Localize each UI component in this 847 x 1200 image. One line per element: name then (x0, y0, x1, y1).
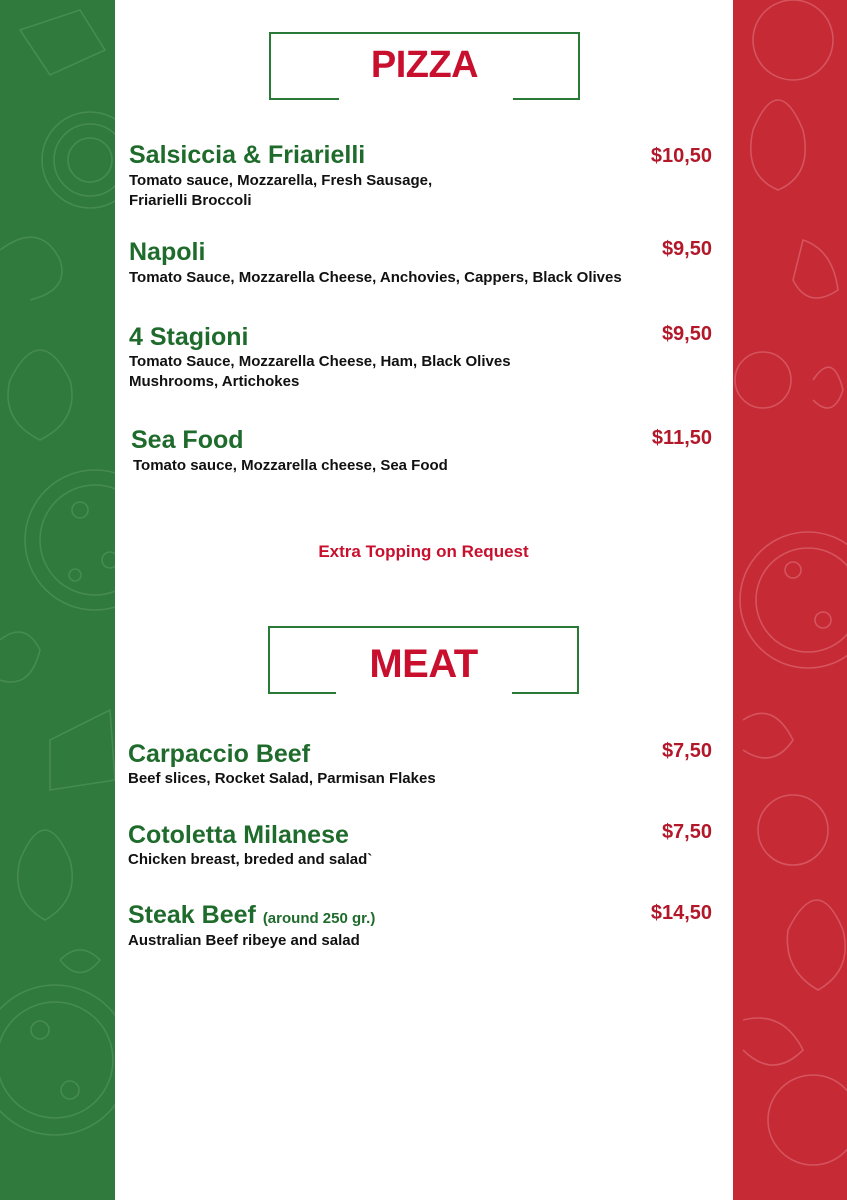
price-carpaccio: $7,50 (661, 740, 712, 762)
doodle-pattern-right (733, 0, 847, 1200)
item-name-napoli: Napoli (129, 238, 206, 266)
meat-heading: MEAT (369, 642, 478, 686)
desc-line: Tomato sauce, Mozzarella cheese, Sea Food (133, 457, 448, 474)
desc-salsiccia (129, 171, 432, 211)
item-name-steak (128, 901, 375, 930)
desc-line: Tomato sauce, Mozzarella, Fresh Sausage, (129, 172, 433, 189)
desc-line: Friarielli Broccoli (129, 192, 252, 209)
desc-line: Beef slices, Rocket Salad, Parmisan Flakes (128, 770, 436, 787)
red-side-band (733, 0, 847, 1200)
item-name-4-stagioni: 4 Stagioni (129, 323, 249, 351)
desc-line: Tomato Sauce, Mozzarella Cheese, Anchovies, Cappers, Black Olives (129, 269, 622, 286)
price-salsiccia: $10,50 (650, 145, 712, 167)
desc-line: Mushrooms, Artichokes (129, 373, 300, 390)
item-name-sea-food: Sea Food (131, 426, 244, 454)
price-napoli: $9,50 (661, 238, 712, 260)
steak-weight-note: (around 250 gr.) (262, 910, 376, 927)
pizza-heading-frame (269, 32, 580, 100)
green-side-band (0, 0, 115, 1200)
item-name-carpaccio: Carpaccio Beef (128, 740, 311, 768)
extra-topping-note: Extra Topping on Request (318, 542, 529, 561)
price-cotoletta: $7,50 (661, 821, 712, 843)
desc-cotoletta (128, 850, 372, 870)
item-name-cotoletta: Cotoletta Milanese (128, 821, 349, 849)
price-4-stagioni: $9,50 (661, 323, 712, 345)
desc-4-stagioni (129, 352, 511, 392)
meat-heading-frame (268, 626, 579, 694)
desc-line: Australian Beef ribeye and salad (128, 932, 360, 949)
desc-line: Chicken breast, breded and salad` (128, 851, 373, 868)
item-name-salsiccia: Salsiccia & Friarielli (129, 141, 366, 169)
desc-steak (128, 931, 360, 951)
price-steak: $14,50 (650, 902, 712, 924)
price-sea-food: $11,50 (651, 427, 712, 449)
doodle-pattern-left (0, 0, 115, 1200)
desc-carpaccio (128, 769, 436, 789)
desc-line: Tomato Sauce, Mozzarella Cheese, Ham, Black Olives (129, 353, 511, 370)
desc-napoli (129, 268, 622, 288)
desc-sea-food (133, 456, 448, 476)
pizza-heading: PIZZA (370, 44, 479, 86)
steak-name: Steak Beef (128, 901, 256, 929)
